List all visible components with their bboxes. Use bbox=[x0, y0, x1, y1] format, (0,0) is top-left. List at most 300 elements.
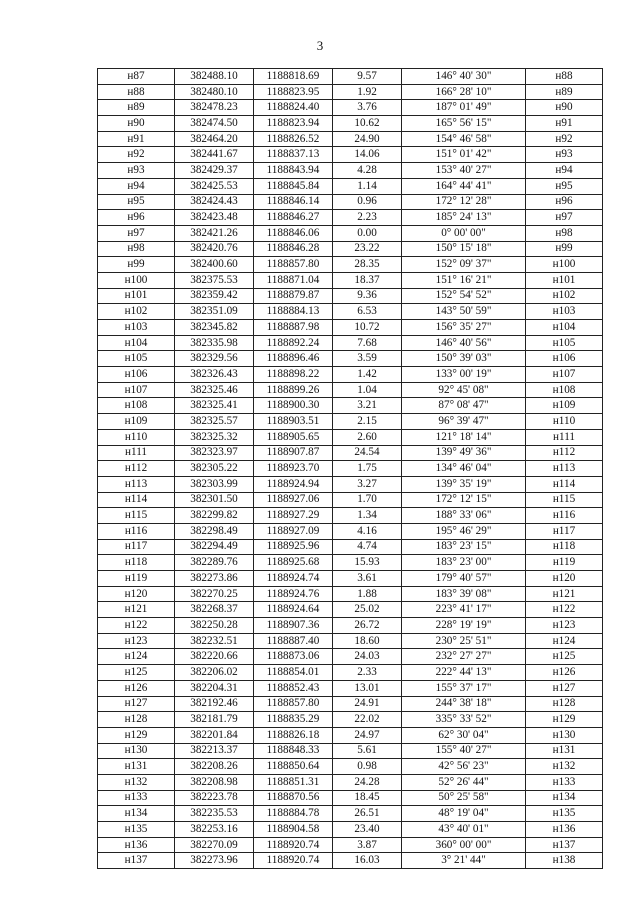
point-to-cell: н94 bbox=[526, 163, 603, 179]
table-row bbox=[98, 822, 603, 838]
distance-cell: 28.35 bbox=[333, 257, 402, 273]
bearing-cell: 151° 01' 42" bbox=[402, 147, 526, 163]
x-coordinate-cell: 382303.99 bbox=[175, 476, 254, 492]
point-to-cell: н92 bbox=[526, 131, 603, 147]
distance-cell: 2.33 bbox=[333, 665, 402, 681]
point-from-cell: н93 bbox=[98, 163, 175, 179]
point-to-cell: н101 bbox=[526, 272, 603, 288]
table-row bbox=[98, 272, 603, 288]
distance-cell: 13.01 bbox=[333, 680, 402, 696]
table-row bbox=[98, 382, 603, 398]
x-coordinate-cell: 382375.53 bbox=[175, 272, 254, 288]
point-from-cell: н117 bbox=[98, 539, 175, 555]
distance-cell: 1.75 bbox=[333, 461, 402, 477]
point-from-cell: н125 bbox=[98, 665, 175, 681]
distance-cell: 1.70 bbox=[333, 492, 402, 508]
y-coordinate-cell: 1188835.29 bbox=[254, 712, 333, 728]
distance-cell: 23.40 bbox=[333, 822, 402, 838]
x-coordinate-cell: 382204.31 bbox=[175, 680, 254, 696]
table-row bbox=[98, 100, 603, 116]
x-coordinate-cell: 382474.50 bbox=[175, 116, 254, 132]
point-from-cell: н112 bbox=[98, 461, 175, 477]
point-from-cell: н87 bbox=[98, 69, 175, 85]
point-from-cell: н114 bbox=[98, 492, 175, 508]
table-row bbox=[98, 320, 603, 336]
distance-cell: 5.61 bbox=[333, 743, 402, 759]
point-to-cell: н114 bbox=[526, 476, 603, 492]
x-coordinate-cell: 382299.82 bbox=[175, 508, 254, 524]
table-row bbox=[98, 367, 603, 383]
point-to-cell: н95 bbox=[526, 178, 603, 194]
point-from-cell: н103 bbox=[98, 320, 175, 336]
x-coordinate-cell: 382351.09 bbox=[175, 304, 254, 320]
bearing-cell: 152° 54' 52" bbox=[402, 288, 526, 304]
point-from-cell: н123 bbox=[98, 633, 175, 649]
bearing-cell: 172° 12' 15" bbox=[402, 492, 526, 508]
point-to-cell: н91 bbox=[526, 116, 603, 132]
x-coordinate-cell: 382335.98 bbox=[175, 335, 254, 351]
point-from-cell: н124 bbox=[98, 649, 175, 665]
point-from-cell: н111 bbox=[98, 445, 175, 461]
bearing-cell: 188° 33' 06" bbox=[402, 508, 526, 524]
y-coordinate-cell: 1188873.06 bbox=[254, 649, 333, 665]
point-from-cell: н97 bbox=[98, 225, 175, 241]
distance-cell: 24.03 bbox=[333, 649, 402, 665]
table-row bbox=[98, 602, 603, 618]
point-to-cell: н112 bbox=[526, 445, 603, 461]
point-from-cell: н99 bbox=[98, 257, 175, 273]
point-to-cell: н122 bbox=[526, 602, 603, 618]
page-number: 3 bbox=[316, 38, 324, 53]
point-to-cell: н120 bbox=[526, 571, 603, 587]
y-coordinate-cell: 1188846.14 bbox=[254, 194, 333, 210]
y-coordinate-cell: 1188887.40 bbox=[254, 633, 333, 649]
point-to-cell: н110 bbox=[526, 414, 603, 430]
y-coordinate-cell: 1188824.40 bbox=[254, 100, 333, 116]
point-from-cell: н135 bbox=[98, 822, 175, 838]
table-row bbox=[98, 806, 603, 822]
x-coordinate-cell: 382420.76 bbox=[175, 241, 254, 257]
point-from-cell: н134 bbox=[98, 806, 175, 822]
distance-cell: 4.74 bbox=[333, 539, 402, 555]
distance-cell: 16.03 bbox=[333, 853, 402, 869]
point-from-cell: н91 bbox=[98, 131, 175, 147]
x-coordinate-cell: 382345.82 bbox=[175, 320, 254, 336]
bearing-cell: 152° 09' 37" bbox=[402, 257, 526, 273]
point-from-cell: н127 bbox=[98, 696, 175, 712]
point-to-cell: н136 bbox=[526, 822, 603, 838]
y-coordinate-cell: 1188923.70 bbox=[254, 461, 333, 477]
point-from-cell: н109 bbox=[98, 414, 175, 430]
point-to-cell: н105 bbox=[526, 335, 603, 351]
distance-cell: 0.98 bbox=[333, 759, 402, 775]
table-row bbox=[98, 335, 603, 351]
y-coordinate-cell: 1188851.31 bbox=[254, 774, 333, 790]
y-coordinate-cell: 1188857.80 bbox=[254, 696, 333, 712]
table-row bbox=[98, 225, 603, 241]
y-coordinate-cell: 1188904.58 bbox=[254, 822, 333, 838]
point-to-cell: н109 bbox=[526, 398, 603, 414]
distance-cell: 0.96 bbox=[333, 194, 402, 210]
point-to-cell: н134 bbox=[526, 790, 603, 806]
point-from-cell: н105 bbox=[98, 351, 175, 367]
point-to-cell: н100 bbox=[526, 257, 603, 273]
table-row bbox=[98, 257, 603, 273]
table-row bbox=[98, 445, 603, 461]
point-to-cell: н135 bbox=[526, 806, 603, 822]
y-coordinate-cell: 1188924.64 bbox=[254, 602, 333, 618]
table-row bbox=[98, 241, 603, 257]
distance-cell: 4.16 bbox=[333, 523, 402, 539]
x-coordinate-cell: 382181.79 bbox=[175, 712, 254, 728]
x-coordinate-cell: 382223.78 bbox=[175, 790, 254, 806]
distance-cell: 15.93 bbox=[333, 555, 402, 571]
x-coordinate-cell: 382423.48 bbox=[175, 210, 254, 226]
x-coordinate-cell: 382301.50 bbox=[175, 492, 254, 508]
bearing-cell: 187° 01' 49" bbox=[402, 100, 526, 116]
distance-cell: 18.60 bbox=[333, 633, 402, 649]
point-from-cell: н120 bbox=[98, 586, 175, 602]
table-row bbox=[98, 680, 603, 696]
point-to-cell: н119 bbox=[526, 555, 603, 571]
table-row bbox=[98, 414, 603, 430]
point-to-cell: н106 bbox=[526, 351, 603, 367]
point-to-cell: н130 bbox=[526, 727, 603, 743]
y-coordinate-cell: 1188927.09 bbox=[254, 523, 333, 539]
bearing-cell: 146° 40' 30" bbox=[402, 69, 526, 85]
point-to-cell: н115 bbox=[526, 492, 603, 508]
table-row bbox=[98, 492, 603, 508]
bearing-cell: 183° 23' 00" bbox=[402, 555, 526, 571]
point-to-cell: н127 bbox=[526, 680, 603, 696]
bearing-cell: 50° 25' 58" bbox=[402, 790, 526, 806]
distance-cell: 3.21 bbox=[333, 398, 402, 414]
bearing-cell: 139° 35' 19" bbox=[402, 476, 526, 492]
x-coordinate-cell: 382323.97 bbox=[175, 445, 254, 461]
table-row bbox=[98, 586, 603, 602]
bearing-cell: 183° 39' 08" bbox=[402, 586, 526, 602]
bearing-cell: 121° 18' 14" bbox=[402, 429, 526, 445]
bearing-cell: 48° 19' 04" bbox=[402, 806, 526, 822]
table-row bbox=[98, 461, 603, 477]
point-from-cell: н104 bbox=[98, 335, 175, 351]
point-from-cell: н110 bbox=[98, 429, 175, 445]
x-coordinate-cell: 382400.60 bbox=[175, 257, 254, 273]
point-from-cell: н133 bbox=[98, 790, 175, 806]
y-coordinate-cell: 1188852.43 bbox=[254, 680, 333, 696]
point-from-cell: н94 bbox=[98, 178, 175, 194]
distance-cell: 24.90 bbox=[333, 131, 402, 147]
table-row bbox=[98, 790, 603, 806]
distance-cell: 1.14 bbox=[333, 178, 402, 194]
bearing-cell: 183° 23' 15" bbox=[402, 539, 526, 555]
y-coordinate-cell: 1188843.94 bbox=[254, 163, 333, 179]
x-coordinate-cell: 382294.49 bbox=[175, 539, 254, 555]
y-coordinate-cell: 1188907.87 bbox=[254, 445, 333, 461]
y-coordinate-cell: 1188925.68 bbox=[254, 555, 333, 571]
bearing-cell: 172° 12' 28" bbox=[402, 194, 526, 210]
y-coordinate-cell: 1188870.56 bbox=[254, 790, 333, 806]
bearing-cell: 164° 44' 41" bbox=[402, 178, 526, 194]
point-from-cell: н90 bbox=[98, 116, 175, 132]
y-coordinate-cell: 1188848.33 bbox=[254, 743, 333, 759]
distance-cell: 18.45 bbox=[333, 790, 402, 806]
x-coordinate-cell: 382421.26 bbox=[175, 225, 254, 241]
bearing-cell: 155° 40' 27" bbox=[402, 743, 526, 759]
bearing-cell: 43° 40' 01" bbox=[402, 822, 526, 838]
x-coordinate-cell: 382270.09 bbox=[175, 837, 254, 853]
bearing-cell: 166° 28' 10" bbox=[402, 84, 526, 100]
y-coordinate-cell: 1188899.26 bbox=[254, 382, 333, 398]
y-coordinate-cell: 1188920.74 bbox=[254, 837, 333, 853]
distance-cell: 1.92 bbox=[333, 84, 402, 100]
point-to-cell: н116 bbox=[526, 508, 603, 524]
bearing-cell: 150° 39' 03" bbox=[402, 351, 526, 367]
x-coordinate-cell: 382325.57 bbox=[175, 414, 254, 430]
point-to-cell: н88 bbox=[526, 69, 603, 85]
y-coordinate-cell: 1188924.76 bbox=[254, 586, 333, 602]
point-to-cell: н123 bbox=[526, 618, 603, 634]
point-from-cell: н101 bbox=[98, 288, 175, 304]
table-row bbox=[98, 618, 603, 634]
distance-cell: 9.57 bbox=[333, 69, 402, 85]
distance-cell: 25.02 bbox=[333, 602, 402, 618]
bearing-cell: 154° 46' 58" bbox=[402, 131, 526, 147]
distance-cell: 1.42 bbox=[333, 367, 402, 383]
x-coordinate-cell: 382253.16 bbox=[175, 822, 254, 838]
x-coordinate-cell: 382325.32 bbox=[175, 429, 254, 445]
point-from-cell: н102 bbox=[98, 304, 175, 320]
distance-cell: 24.91 bbox=[333, 696, 402, 712]
bearing-cell: 165° 56' 15" bbox=[402, 116, 526, 132]
y-coordinate-cell: 1188900.30 bbox=[254, 398, 333, 414]
y-coordinate-cell: 1188826.18 bbox=[254, 727, 333, 743]
table-row bbox=[98, 571, 603, 587]
table-row bbox=[98, 727, 603, 743]
bearing-cell: 3° 21' 44" bbox=[402, 853, 526, 869]
table-row bbox=[98, 84, 603, 100]
table-row bbox=[98, 351, 603, 367]
point-to-cell: н126 bbox=[526, 665, 603, 681]
x-coordinate-cell: 382488.10 bbox=[175, 69, 254, 85]
bearing-cell: 96° 39' 47" bbox=[402, 414, 526, 430]
coordinates-table-body bbox=[98, 69, 603, 869]
x-coordinate-cell: 382250.28 bbox=[175, 618, 254, 634]
distance-cell: 1.04 bbox=[333, 382, 402, 398]
x-coordinate-cell: 382425.53 bbox=[175, 178, 254, 194]
y-coordinate-cell: 1188884.78 bbox=[254, 806, 333, 822]
bearing-cell: 185° 24' 13" bbox=[402, 210, 526, 226]
bearing-cell: 133° 00' 19" bbox=[402, 367, 526, 383]
bearing-cell: 62° 30' 04" bbox=[402, 727, 526, 743]
x-coordinate-cell: 382329.56 bbox=[175, 351, 254, 367]
point-from-cell: н131 bbox=[98, 759, 175, 775]
table-row bbox=[98, 304, 603, 320]
y-coordinate-cell: 1188892.24 bbox=[254, 335, 333, 351]
distance-cell: 1.34 bbox=[333, 508, 402, 524]
point-from-cell: н136 bbox=[98, 837, 175, 853]
point-to-cell: н121 bbox=[526, 586, 603, 602]
y-coordinate-cell: 1188924.74 bbox=[254, 571, 333, 587]
bearing-cell: 52° 26' 44" bbox=[402, 774, 526, 790]
distance-cell: 2.15 bbox=[333, 414, 402, 430]
point-to-cell: н102 bbox=[526, 288, 603, 304]
bearing-cell: 139° 49' 36" bbox=[402, 445, 526, 461]
y-coordinate-cell: 1188907.36 bbox=[254, 618, 333, 634]
table-row bbox=[98, 69, 603, 85]
distance-cell: 3.61 bbox=[333, 571, 402, 587]
y-coordinate-cell: 1188823.94 bbox=[254, 116, 333, 132]
y-coordinate-cell: 1188871.04 bbox=[254, 272, 333, 288]
point-to-cell: н133 bbox=[526, 774, 603, 790]
bearing-cell: 232° 27' 27" bbox=[402, 649, 526, 665]
point-from-cell: н121 bbox=[98, 602, 175, 618]
x-coordinate-cell: 382273.86 bbox=[175, 571, 254, 587]
point-from-cell: н128 bbox=[98, 712, 175, 728]
point-from-cell: н100 bbox=[98, 272, 175, 288]
table-row bbox=[98, 508, 603, 524]
y-coordinate-cell: 1188826.52 bbox=[254, 131, 333, 147]
x-coordinate-cell: 382424.43 bbox=[175, 194, 254, 210]
y-coordinate-cell: 1188845.84 bbox=[254, 178, 333, 194]
point-from-cell: н108 bbox=[98, 398, 175, 414]
point-to-cell: н118 bbox=[526, 539, 603, 555]
distance-cell: 23.22 bbox=[333, 241, 402, 257]
y-coordinate-cell: 1188927.29 bbox=[254, 508, 333, 524]
distance-cell: 3.87 bbox=[333, 837, 402, 853]
coordinates-table bbox=[97, 68, 603, 869]
y-coordinate-cell: 1188884.13 bbox=[254, 304, 333, 320]
point-from-cell: н113 bbox=[98, 476, 175, 492]
bearing-cell: 195° 46' 29" bbox=[402, 523, 526, 539]
y-coordinate-cell: 1188898.22 bbox=[254, 367, 333, 383]
point-to-cell: н89 bbox=[526, 84, 603, 100]
bearing-cell: 179° 40' 57" bbox=[402, 571, 526, 587]
point-to-cell: н138 bbox=[526, 853, 603, 869]
x-coordinate-cell: 382268.37 bbox=[175, 602, 254, 618]
x-coordinate-cell: 382235.53 bbox=[175, 806, 254, 822]
x-coordinate-cell: 382273.96 bbox=[175, 853, 254, 869]
distance-cell: 3.59 bbox=[333, 351, 402, 367]
table-row bbox=[98, 837, 603, 853]
x-coordinate-cell: 382213.37 bbox=[175, 743, 254, 759]
point-from-cell: н116 bbox=[98, 523, 175, 539]
distance-cell: 24.97 bbox=[333, 727, 402, 743]
table-row bbox=[98, 523, 603, 539]
bearing-cell: 143° 50' 59" bbox=[402, 304, 526, 320]
x-coordinate-cell: 382270.25 bbox=[175, 586, 254, 602]
x-coordinate-cell: 382326.43 bbox=[175, 367, 254, 383]
bearing-cell: 156° 35' 27" bbox=[402, 320, 526, 336]
point-to-cell: н96 bbox=[526, 194, 603, 210]
table-row bbox=[98, 178, 603, 194]
x-coordinate-cell: 382429.37 bbox=[175, 163, 254, 179]
point-from-cell: н98 bbox=[98, 241, 175, 257]
x-coordinate-cell: 382206.02 bbox=[175, 665, 254, 681]
bearing-cell: 146° 40' 56" bbox=[402, 335, 526, 351]
y-coordinate-cell: 1188920.74 bbox=[254, 853, 333, 869]
table-row bbox=[98, 853, 603, 869]
point-to-cell: н124 bbox=[526, 633, 603, 649]
bearing-cell: 92° 45' 08" bbox=[402, 382, 526, 398]
point-to-cell: н104 bbox=[526, 320, 603, 336]
point-to-cell: н137 bbox=[526, 837, 603, 853]
point-to-cell: н117 bbox=[526, 523, 603, 539]
point-to-cell: н131 bbox=[526, 743, 603, 759]
table-row bbox=[98, 743, 603, 759]
point-to-cell: н99 bbox=[526, 241, 603, 257]
point-to-cell: н132 bbox=[526, 759, 603, 775]
point-from-cell: н89 bbox=[98, 100, 175, 116]
point-to-cell: н90 bbox=[526, 100, 603, 116]
distance-cell: 22.02 bbox=[333, 712, 402, 728]
table-row bbox=[98, 555, 603, 571]
point-to-cell: н108 bbox=[526, 382, 603, 398]
point-from-cell: н106 bbox=[98, 367, 175, 383]
point-from-cell: н88 bbox=[98, 84, 175, 100]
bearing-cell: 230° 25' 51" bbox=[402, 633, 526, 649]
y-coordinate-cell: 1188924.94 bbox=[254, 476, 333, 492]
y-coordinate-cell: 1188905.65 bbox=[254, 429, 333, 445]
x-coordinate-cell: 382359.42 bbox=[175, 288, 254, 304]
x-coordinate-cell: 382192.46 bbox=[175, 696, 254, 712]
point-to-cell: н113 bbox=[526, 461, 603, 477]
table-row bbox=[98, 194, 603, 210]
point-to-cell: н129 bbox=[526, 712, 603, 728]
distance-cell: 10.72 bbox=[333, 320, 402, 336]
bearing-cell: 42° 56' 23" bbox=[402, 759, 526, 775]
x-coordinate-cell: 382201.84 bbox=[175, 727, 254, 743]
point-to-cell: н97 bbox=[526, 210, 603, 226]
table-row bbox=[98, 147, 603, 163]
distance-cell: 4.28 bbox=[333, 163, 402, 179]
x-coordinate-cell: 382441.67 bbox=[175, 147, 254, 163]
distance-cell: 2.60 bbox=[333, 429, 402, 445]
x-coordinate-cell: 382464.20 bbox=[175, 131, 254, 147]
table-row bbox=[98, 476, 603, 492]
point-to-cell: н93 bbox=[526, 147, 603, 163]
point-from-cell: н132 bbox=[98, 774, 175, 790]
point-from-cell: н122 bbox=[98, 618, 175, 634]
y-coordinate-cell: 1188818.69 bbox=[254, 69, 333, 85]
point-from-cell: н118 bbox=[98, 555, 175, 571]
bearing-cell: 150° 15' 18" bbox=[402, 241, 526, 257]
bearing-cell: 0° 00' 00" bbox=[402, 225, 526, 241]
y-coordinate-cell: 1188925.96 bbox=[254, 539, 333, 555]
bearing-cell: 153° 40' 27" bbox=[402, 163, 526, 179]
distance-cell: 18.37 bbox=[333, 272, 402, 288]
distance-cell: 24.28 bbox=[333, 774, 402, 790]
distance-cell: 0.00 bbox=[333, 225, 402, 241]
y-coordinate-cell: 1188846.28 bbox=[254, 241, 333, 257]
distance-cell: 10.62 bbox=[333, 116, 402, 132]
x-coordinate-cell: 382289.76 bbox=[175, 555, 254, 571]
y-coordinate-cell: 1188927.06 bbox=[254, 492, 333, 508]
table-row bbox=[98, 696, 603, 712]
bearing-cell: 155° 37' 17" bbox=[402, 680, 526, 696]
x-coordinate-cell: 382208.98 bbox=[175, 774, 254, 790]
table-row bbox=[98, 539, 603, 555]
distance-cell: 7.68 bbox=[333, 335, 402, 351]
point-to-cell: н125 bbox=[526, 649, 603, 665]
x-coordinate-cell: 382220.66 bbox=[175, 649, 254, 665]
table-row bbox=[98, 633, 603, 649]
y-coordinate-cell: 1188854.01 bbox=[254, 665, 333, 681]
distance-cell: 3.27 bbox=[333, 476, 402, 492]
table-row bbox=[98, 759, 603, 775]
y-coordinate-cell: 1188903.51 bbox=[254, 414, 333, 430]
y-coordinate-cell: 1188846.27 bbox=[254, 210, 333, 226]
